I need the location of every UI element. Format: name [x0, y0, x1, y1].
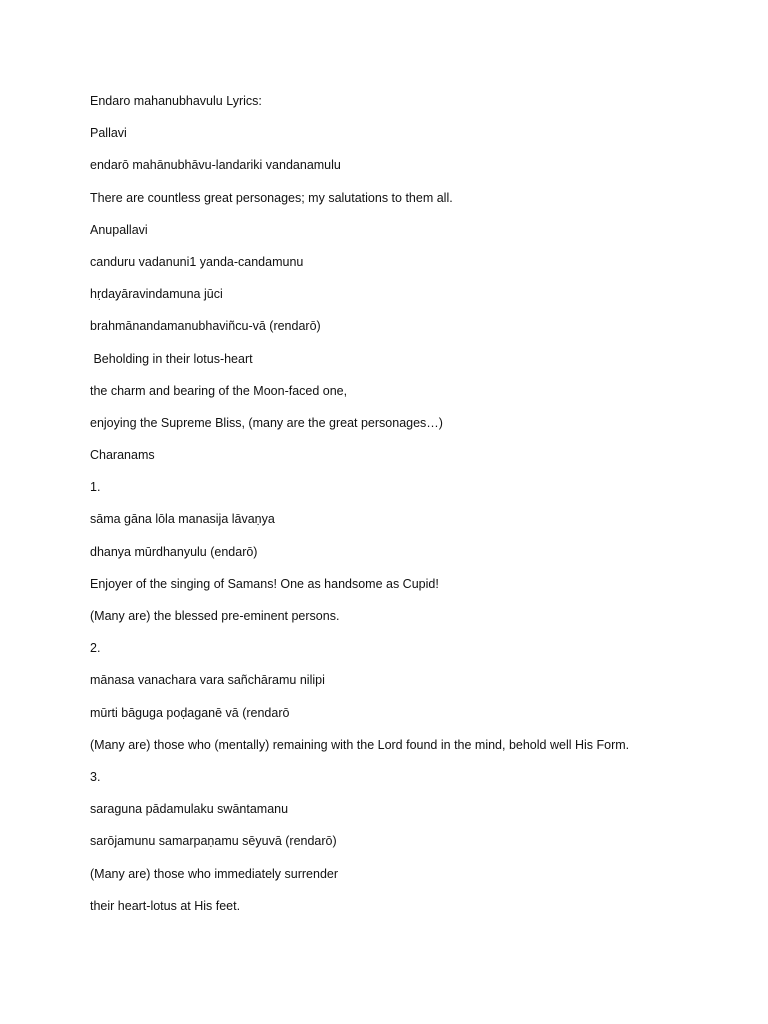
- translation-line: (Many are) those who immediately surrender: [90, 866, 339, 881]
- translation-line: Enjoyer of the singing of Samans! One as handsome as Cupid!: [90, 576, 439, 591]
- lyrics-text-block: [90, 92, 730, 929]
- lyric-line: canduru vadanuni1 yanda-candamunu: [90, 254, 304, 269]
- lyric-line: mūrti bāguga poḍaganē vā (rendarō: [90, 705, 290, 720]
- document-title: Endaro mahanubhavulu Lyrics:: [90, 94, 262, 108]
- section-heading-charanams: Charanams: [90, 448, 155, 463]
- translation-line: their heart-lotus at His feet.: [90, 898, 241, 913]
- section-heading-pallavi: Pallavi: [90, 126, 127, 141]
- lyric-line: saraguna pādamulaku swāntamanu: [90, 802, 289, 817]
- section-heading-anupallavi: Anupallavi: [90, 222, 148, 237]
- lyric-line: mānasa vanachara vara sañchāramu nilipi: [90, 673, 325, 688]
- translation-line: Beholding in their lotus-heart: [90, 351, 253, 366]
- lyric-line: dhanya mūrdhanyulu (endarō): [90, 544, 258, 559]
- lyric-line: sāma gāna lōla manasija lāvaṇya: [90, 512, 275, 527]
- stanza-number: 2.: [90, 641, 101, 656]
- lyric-line: hṛdayāravindamuna jūci: [90, 287, 223, 302]
- translation-line: There are countless great personages; my salutations to them all.: [90, 190, 453, 205]
- translation-line: enjoying the Supreme Bliss, (many are the great personages…): [90, 415, 443, 430]
- stanza-number: 1.: [90, 480, 101, 495]
- stanza-number: 3.: [90, 769, 101, 784]
- translation-line: (Many are) the blessed pre-eminent persons.: [90, 609, 340, 623]
- lyric-line: brahmānandamanubhaviñcu-vā (rendarō): [90, 319, 321, 334]
- lyric-line: sarōjamunu samarpaṇamu sēyuvā (rendarō): [90, 834, 337, 849]
- translation-line: the charm and bearing of the Moon-faced one,: [90, 383, 348, 398]
- lyric-line: endarō mahānubhāvu-landariki vandanamulu: [90, 158, 341, 173]
- translation-line: (Many are) those who (mentally) remaining with the Lord found in the mind, behold well His Form.: [90, 737, 630, 752]
